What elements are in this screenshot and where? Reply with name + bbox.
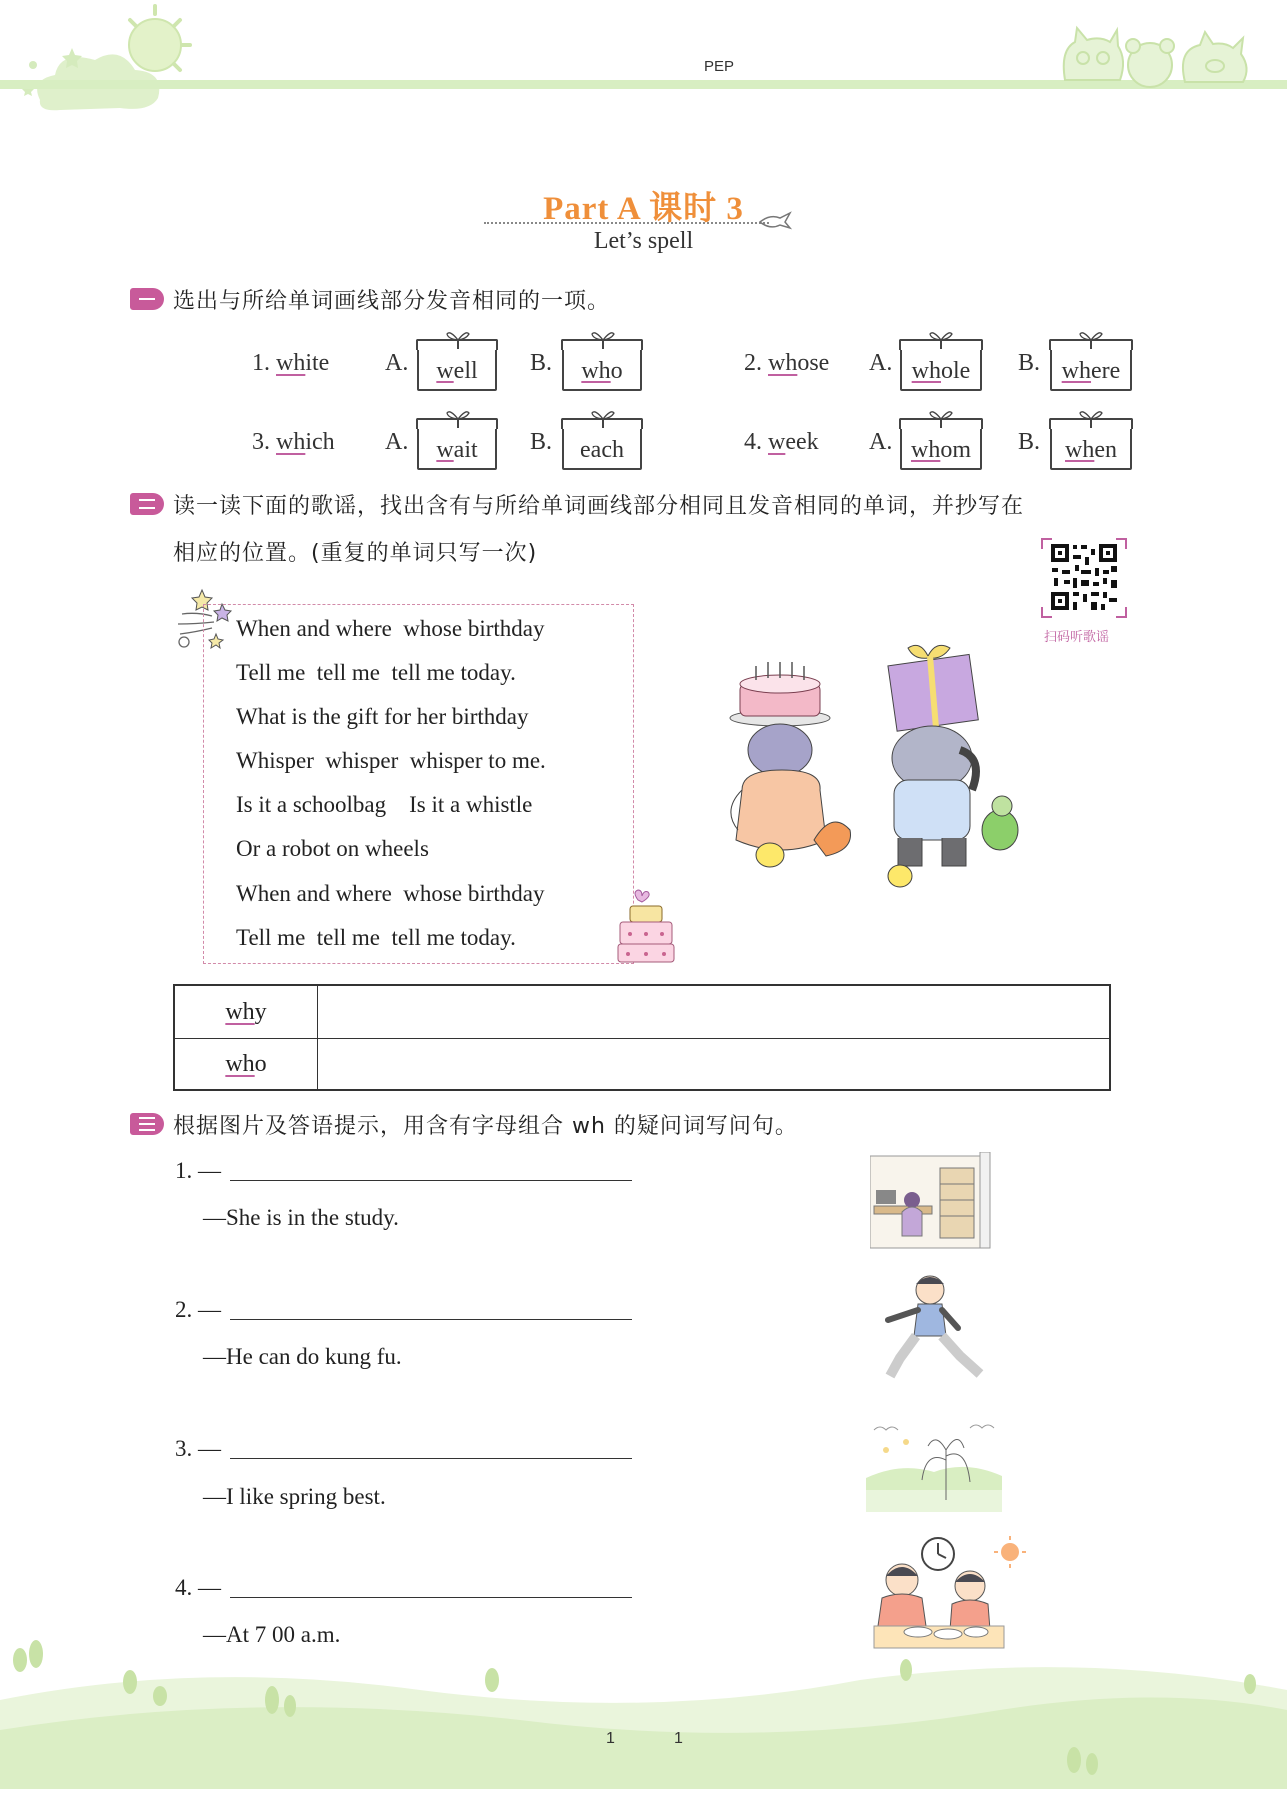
s1-item-2-word: 2. whose: [744, 350, 830, 376]
song-line-1: When and where whose birthday: [236, 616, 545, 641]
s3-answer-4: —At 7 00 a.m.: [203, 1622, 341, 1647]
cat-icon: [1064, 28, 1123, 80]
table-key-1: why: [175, 986, 318, 1038]
s1-item-3-b-label: B.: [530, 429, 553, 455]
s1-item-4-option-a[interactable]: whom: [900, 426, 982, 470]
title-underline: [484, 222, 769, 224]
song-line-2: Tell me tell me tell me today.: [236, 660, 516, 685]
sun-icon: [129, 6, 190, 71]
word-table: [173, 984, 1111, 1091]
s3-question-3-input[interactable]: [230, 1458, 632, 1459]
header-label: PEP: [704, 58, 735, 75]
spring-tree-picture: [866, 1420, 1002, 1516]
s3-question-4-input[interactable]: [230, 1597, 632, 1598]
elephant-icon: [892, 726, 976, 866]
turtle-icon: [982, 796, 1018, 850]
s1-item-1-word: 1. white: [252, 350, 330, 376]
cake-icon: [614, 888, 678, 968]
chick-icon: [888, 865, 912, 887]
lesson-title: Part A 课时 3: [543, 191, 744, 227]
girl-in-study-picture: [870, 1152, 996, 1256]
section-3-instruction: 根据图片及答语提示，用含有字母组合 wh 的疑问词写问句。: [173, 1114, 798, 1139]
qr-label: 扫码听歌谣: [1044, 630, 1110, 645]
table-row: [175, 986, 1109, 1039]
section-2-instruction-line-1: 读一读下面的歌谣，找出含有与所给单词画线部分相同且发音相同的单词，并抄写在: [173, 494, 1025, 519]
qr-code-icon[interactable]: [1040, 537, 1128, 619]
s3-answer-2: —He can do kung fu.: [203, 1344, 402, 1369]
song-line-8: Tell me tell me tell me today.: [236, 925, 516, 950]
s1-item-3-option-b[interactable]: each: [562, 426, 642, 470]
boy-kung-fu-picture: [880, 1270, 990, 1390]
s3-question-2-number: 2. —: [175, 1297, 221, 1322]
animals-decoration: [1055, 20, 1255, 90]
footer-hills-decoration: [0, 1640, 1287, 1789]
song-line-4: Whisper whisper whisper to me.: [236, 748, 546, 773]
table-answer-1[interactable]: [318, 986, 1109, 1038]
s1-item-4-a-label: A.: [869, 429, 893, 455]
song-line-6: Or a robot on wheels: [236, 836, 429, 861]
s3-answer-1: —She is in the study.: [203, 1205, 399, 1230]
s3-question-3-number: 3. —: [175, 1436, 221, 1461]
s1-item-2-option-a[interactable]: whole: [900, 347, 982, 391]
s1-item-3-option-a[interactable]: wait: [417, 426, 497, 470]
song-line-3: What is the gift for her birthday: [236, 704, 529, 729]
clock-icon: [922, 1538, 954, 1570]
section-2-badge: [130, 493, 164, 515]
s3-question-4-number: 4. —: [175, 1575, 221, 1600]
song-box: [203, 604, 634, 964]
s1-item-1-option-a[interactable]: well: [417, 347, 497, 391]
s1-item-1-option-b[interactable]: who: [562, 347, 642, 391]
cloud-sun-decoration: [0, 0, 200, 115]
sun-icon: [994, 1536, 1026, 1568]
s3-question-1-number: 1. —: [175, 1158, 221, 1183]
s1-item-3-a-label: A.: [385, 429, 409, 455]
s1-item-1-a-label: A.: [385, 350, 409, 376]
duck-icon: [756, 843, 784, 867]
song-line-5: Is it a schoolbag Is it a whistle: [236, 792, 533, 817]
lesson-subtitle: Let’s spell: [593, 228, 694, 254]
section-3-badge: [130, 1113, 164, 1135]
hippo-icon: [731, 724, 826, 850]
birthday-cake-icon: [730, 662, 830, 726]
s1-item-2-option-b[interactable]: where: [1050, 347, 1132, 391]
song-line-7: When and where whose birthday: [236, 881, 545, 906]
table-key-2: who: [175, 1038, 318, 1090]
animals-birthday-illustration: [722, 640, 1022, 900]
s3-question-1-input[interactable]: [230, 1180, 632, 1181]
s1-item-1-b-label: B.: [530, 350, 553, 376]
section-1-badge: [130, 288, 164, 310]
s3-answer-3: —I like spring best.: [203, 1484, 386, 1509]
pig-icon: [1183, 32, 1247, 82]
section-2-instruction-line-2: 相应的位置。(重复的单词只写一次): [173, 541, 538, 566]
s1-item-4-b-label: B.: [1018, 429, 1041, 455]
bear-icon: [1126, 39, 1174, 87]
section-1-instruction: 选出与所给单词画线部分发音相同的一项。: [173, 289, 611, 314]
s1-item-4-option-b[interactable]: when: [1050, 426, 1132, 470]
gift-box-icon: [888, 645, 978, 731]
table-row: [175, 1038, 1109, 1090]
page-number-right: 1: [674, 1730, 683, 1747]
page-number-left: 1: [606, 1730, 615, 1747]
s3-question-2-input[interactable]: [230, 1319, 632, 1320]
table-answer-2[interactable]: [318, 1038, 1109, 1090]
s1-item-4-word: 4. week: [744, 429, 819, 455]
s1-item-2-a-label: A.: [869, 350, 893, 376]
family-breakfast-clock-picture: [868, 1534, 1028, 1654]
s1-item-2-b-label: B.: [1018, 350, 1041, 376]
s1-item-3-word: 3. which: [252, 429, 335, 455]
